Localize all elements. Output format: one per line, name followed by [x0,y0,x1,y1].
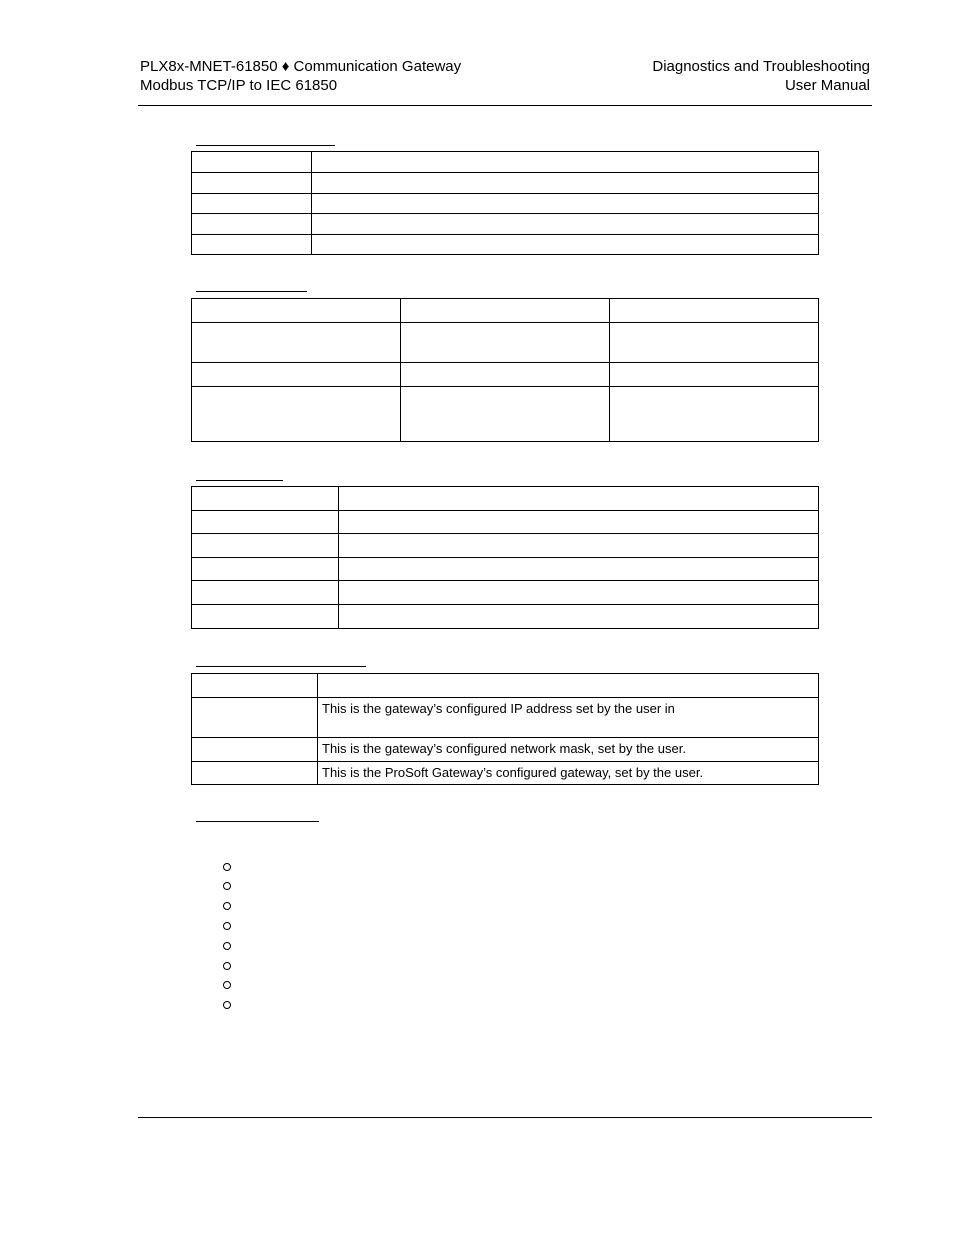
list-item [222,935,231,955]
table-row [192,534,819,558]
ip-table-label [192,698,318,738]
gateway-description: This is the ProSoft Gateway’s configured gateway, set by the user. [318,762,819,785]
table-row [192,323,819,363]
table-row [192,487,819,511]
table-row [192,194,819,214]
ip-address-description: This is the gateway’s configured IP address set by the user in [318,698,819,738]
circle-bullet-icon [223,1001,231,1009]
table-row [192,558,819,581]
table-row [192,152,819,173]
table-row [192,214,819,235]
table-2 [191,298,819,442]
ip-table-desc [318,674,819,698]
list-item [222,995,231,1015]
list-item [222,876,231,896]
section-heading-underline-1 [196,145,335,146]
circle-bullet-icon [223,942,231,950]
circle-bullet-icon [223,922,231,930]
table-row [192,581,819,605]
table-row [192,387,819,442]
section-heading-underline-3 [196,480,283,481]
circle-bullet-icon [223,902,231,910]
header-product-subtitle: Modbus TCP/IP to IEC 61850 [140,77,338,94]
section-heading-underline-4 [196,666,366,667]
table-row [192,674,819,698]
header-chapter-title: Diagnostics and Troubleshooting [652,58,870,75]
ip-table-label [192,738,318,762]
circle-bullet-icon [223,962,231,970]
circle-bullet-icon [223,863,231,871]
list-item [222,955,231,975]
header-manual-name: User Manual [784,77,870,94]
circle-bullet-icon [223,981,231,989]
table-row [192,363,819,387]
list-item [222,975,231,995]
ip-table-label [192,762,318,785]
header-rule [138,105,872,106]
table-row [192,762,819,785]
section-heading-underline-2 [196,291,307,292]
list-item [222,915,231,935]
network-mask-description: This is the gateway’s configured network mask, set by the user. [318,738,819,762]
ip-table-label [192,674,318,698]
table-row [192,511,819,534]
list-item [222,856,231,876]
ip-settings-table [191,673,819,785]
table-3 [191,486,819,629]
table-row [192,738,819,762]
header-left [140,57,461,95]
table-row [192,698,819,738]
section-heading-underline-5 [196,821,319,822]
list-item [222,896,231,916]
table-row [192,173,819,194]
header-product-title: PLX8x-MNET-61850 ♦ Communication Gateway [140,58,462,75]
circle-bullet-icon [223,882,231,890]
header-right [652,57,870,95]
table-row [192,299,819,323]
footer-rule [138,1117,872,1118]
table-1 [191,151,819,255]
bullet-list [222,856,231,1014]
table-row [192,605,819,629]
table-row [192,235,819,255]
